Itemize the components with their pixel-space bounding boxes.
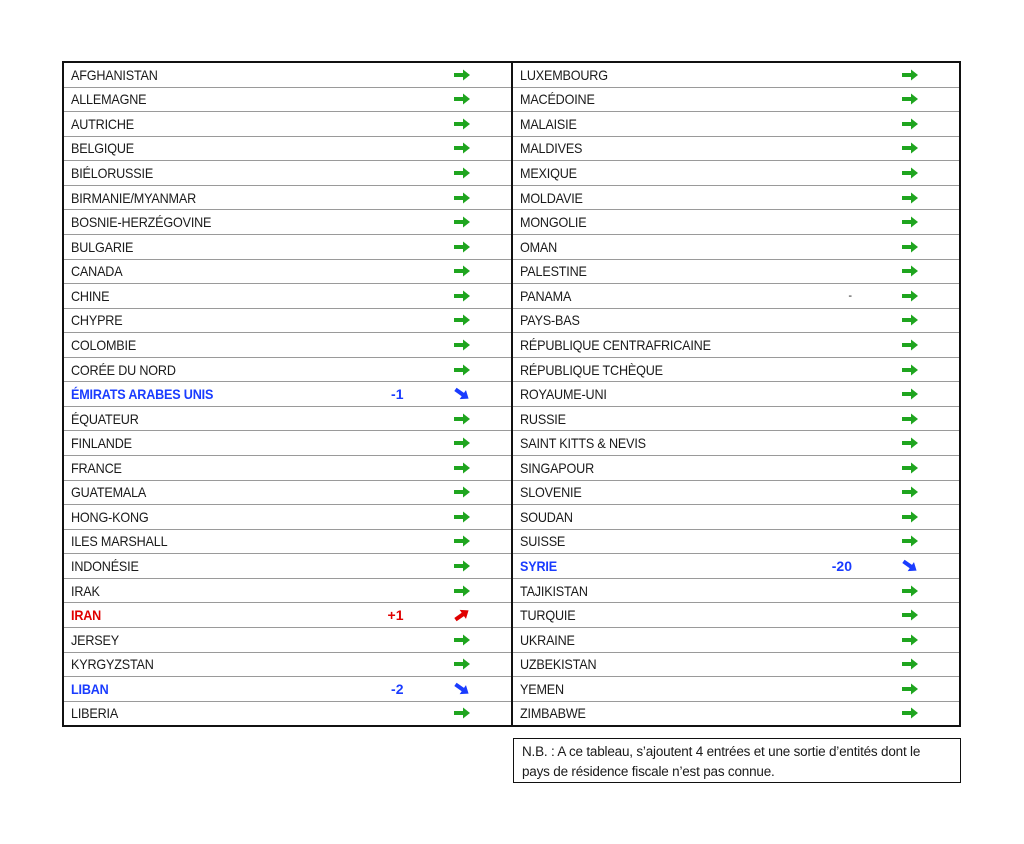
arrow-right-icon [901,609,919,621]
country-name: ROYAUME-UNI [519,386,607,403]
country-name: GUATEMALA [71,484,147,501]
country-name: IRAK [71,582,100,599]
footnote-box [513,738,961,783]
arrow-right-icon [453,167,471,179]
right-column [513,63,960,725]
table-row [64,677,511,702]
table-row [64,456,511,481]
arrow-right-icon [453,413,471,425]
country-name: COLOMBIE [71,336,137,353]
table-row [513,63,960,88]
country-name: LIBERIA [71,705,119,722]
arrow-right-icon [453,707,471,719]
arrow-right-icon [453,658,471,670]
country-name: ILES MARSHALL [71,533,168,550]
table-row [64,554,511,579]
country-name: CHINE [71,287,110,304]
table-row [513,112,960,137]
table-row [64,210,511,235]
arrow-down-right-icon [453,683,471,695]
arrow-right-icon [901,535,919,547]
arrow-right-icon [453,118,471,130]
country-name: UKRAINE [519,631,575,648]
country-name: TURQUIE [519,607,575,624]
arrow-right-icon [901,265,919,277]
country-name: RÉPUBLIQUE CENTRAFRICAINE [519,336,711,353]
table-row [64,260,511,285]
table-row [513,407,960,432]
footnote-line-1: N.B. : A ce tableau, s’ajoutent 4 entrées et une sortie d’entités dont le [522,744,921,759]
table-row [64,653,511,678]
arrow-right-icon [901,93,919,105]
change-value: -2 [391,680,404,697]
table-row [64,628,511,653]
country-name: MACÉDOINE [519,91,595,108]
arrow-right-icon [453,486,471,498]
table-row [513,186,960,211]
table-row [64,407,511,432]
arrow-right-icon [901,658,919,670]
arrow-right-icon [453,364,471,376]
table-row [64,431,511,456]
table-row [64,284,511,309]
table-row [64,186,511,211]
country-name: CORÉE DU NORD [71,361,176,378]
country-name: LUXEMBOURG [519,66,608,83]
table-row [64,112,511,137]
arrow-right-icon [901,241,919,253]
country-name: CHYPRE [71,312,123,329]
table-row [513,358,960,383]
arrow-right-icon [901,142,919,154]
table-row [64,382,511,407]
table-row [513,88,960,113]
country-name: MONGOLIE [519,214,586,231]
arrow-right-icon [901,118,919,130]
arrow-right-icon [901,216,919,228]
table-row [513,603,960,628]
table-row [513,456,960,481]
country-name: PALESTINE [519,263,587,280]
table-row [64,309,511,334]
arrow-right-icon [901,683,919,695]
country-name: YEMEN [519,680,564,697]
table-row [64,603,511,628]
table-row [513,431,960,456]
arrow-right-icon [901,192,919,204]
country-name: OMAN [519,238,557,255]
country-name: BULGARIE [71,238,134,255]
country-name: HONG-KONG [71,508,149,525]
change-value: -20 [831,558,852,575]
country-name: SAINT KITTS & NEVIS [519,435,646,452]
table-row [513,137,960,162]
country-name: KYRGYZSTAN [71,656,154,673]
country-name: INDONÉSIE [71,558,139,575]
footnote-line-2: pays de résidence fiscale n’est pas connue. [522,764,775,779]
change-value: -1 [391,386,404,403]
country-name: MOLDAVIE [519,189,583,206]
table-row [513,554,960,579]
arrow-right-icon [453,192,471,204]
arrow-up-right-icon [453,609,471,621]
arrow-right-icon [901,413,919,425]
table-row [513,530,960,555]
country-table [62,61,961,727]
arrow-right-icon [453,535,471,547]
country-name: IRAN [71,607,102,624]
country-name: TAJIKISTAN [519,582,588,599]
arrow-down-right-icon [901,560,919,572]
table-row [513,505,960,530]
country-name: UZBEKISTAN [519,656,596,673]
arrow-right-icon [453,69,471,81]
country-name: MALDIVES [519,140,582,157]
arrow-right-icon [901,585,919,597]
table-row [64,137,511,162]
arrow-right-icon [453,585,471,597]
arrow-right-icon [901,167,919,179]
arrow-right-icon [453,511,471,523]
arrow-right-icon [453,265,471,277]
country-name: AFGHANISTAN [71,66,158,83]
table-row [513,309,960,334]
country-name: BIÉLORUSSIE [71,165,154,182]
table-row [64,579,511,604]
table-row [64,63,511,88]
country-name: CANADA [71,263,123,280]
table-row [513,210,960,235]
country-name: ÉMIRATS ARABES UNIS [71,386,214,403]
arrow-right-icon [453,241,471,253]
arrow-right-icon [901,486,919,498]
arrow-right-icon [453,290,471,302]
table-row [513,677,960,702]
table-row [64,530,511,555]
arrow-right-icon [453,93,471,105]
arrow-right-icon [901,462,919,474]
arrow-right-icon [901,437,919,449]
table-row [64,505,511,530]
arrow-right-icon [901,511,919,523]
table-row [513,333,960,358]
table-row [513,628,960,653]
table-row [64,481,511,506]
arrow-right-icon [901,707,919,719]
table-row [64,358,511,383]
country-name: FRANCE [71,459,122,476]
table-row [64,235,511,260]
table-row [513,260,960,285]
change-value: +1 [387,607,404,624]
country-name: RÉPUBLIQUE TCHÈQUE [519,361,663,378]
country-name: BOSNIE-HERZÉGOVINE [71,214,212,231]
arrow-right-icon [453,437,471,449]
country-name: ZIMBABWE [519,705,586,722]
arrow-right-icon [453,216,471,228]
table-row [513,653,960,678]
country-name: ALLEMAGNE [71,91,147,108]
country-name: MEXIQUE [519,165,577,182]
arrow-right-icon [453,142,471,154]
arrow-right-icon [901,314,919,326]
arrow-right-icon [453,634,471,646]
table-row [513,481,960,506]
table-row [513,382,960,407]
country-name: RUSSIE [519,410,566,427]
table-row [513,284,960,309]
country-name: BIRMANIE/MYANMAR [71,189,197,206]
arrow-right-icon [901,388,919,400]
country-name: SYRIE [519,558,557,575]
table-row [64,161,511,186]
left-column [64,63,513,725]
table-row [513,702,960,726]
arrow-down-right-icon [453,388,471,400]
arrow-right-icon [901,339,919,351]
table-row [513,235,960,260]
arrow-right-icon [453,339,471,351]
table-row [64,88,511,113]
table-row [64,702,511,726]
arrow-right-icon [453,560,471,572]
country-name: AUTRICHE [71,115,134,132]
table-row [513,579,960,604]
country-name: SINGAPOUR [519,459,594,476]
arrow-right-icon [453,314,471,326]
country-name: BELGIQUE [71,140,134,157]
change-value: - [848,289,852,302]
arrow-right-icon [901,69,919,81]
country-name: MALAISIE [519,115,577,132]
country-name: PANAMA [519,287,571,304]
table-row [64,333,511,358]
country-name: SOUDAN [519,508,573,525]
table-row [513,161,960,186]
arrow-right-icon [901,634,919,646]
arrow-right-icon [901,290,919,302]
country-name: LIBAN [71,680,109,697]
country-name: SLOVENIE [519,484,582,501]
country-name: ÉQUATEUR [71,410,139,427]
country-name: SUISSE [519,533,565,550]
arrow-right-icon [453,462,471,474]
country-name: FINLANDE [71,435,132,452]
country-name: JERSEY [71,631,119,648]
arrow-right-icon [901,364,919,376]
country-name: PAYS-BAS [519,312,580,329]
